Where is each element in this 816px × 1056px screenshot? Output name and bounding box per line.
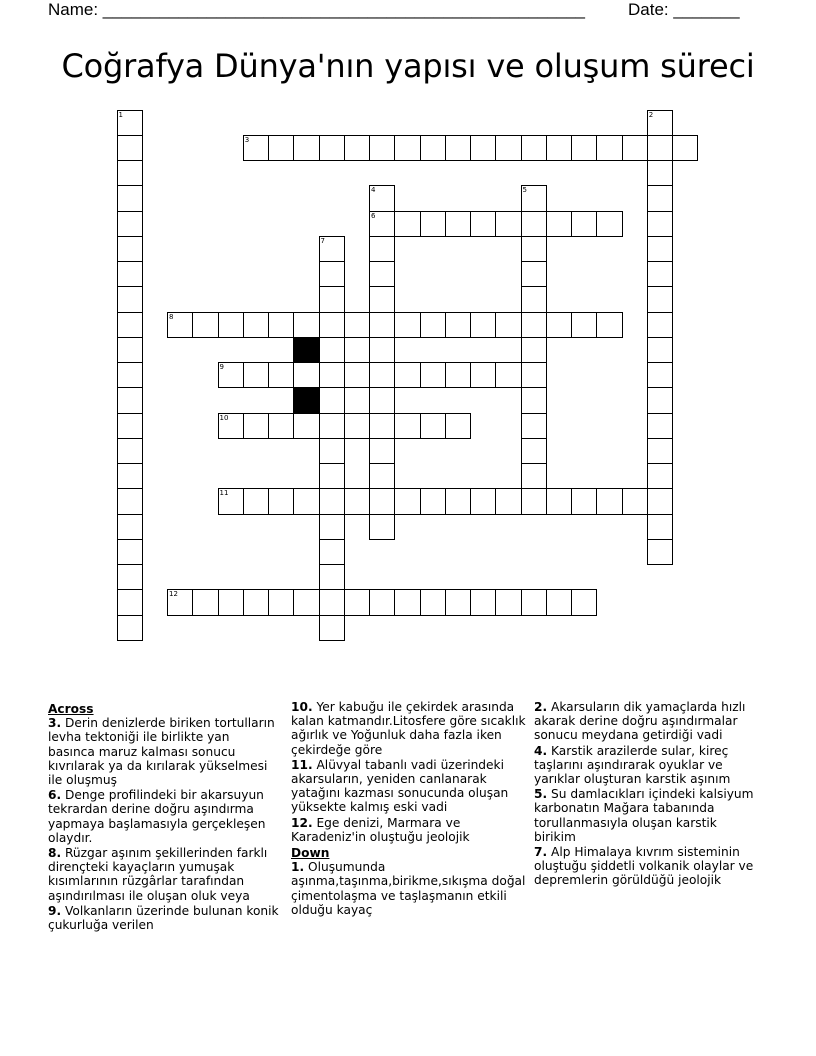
grid-cell[interactable]: [369, 413, 395, 439]
grid-cell[interactable]: [218, 488, 244, 514]
grid-cell[interactable]: [546, 589, 572, 615]
grid-cell[interactable]: [394, 312, 420, 338]
grid-cell[interactable]: [420, 135, 446, 161]
grid-cell[interactable]: [243, 362, 269, 388]
grid-cell[interactable]: [647, 160, 673, 186]
clue-down-7: 7. Alp Himalaya kıvrım sisteminin oluştuğu şiddetli volkanik olaylar ve depremlerin görüldüğü jeolojik: [534, 845, 754, 888]
grid-cell[interactable]: [192, 589, 218, 615]
grid-cell[interactable]: [394, 362, 420, 388]
cell-number: 12: [169, 590, 178, 599]
cell-number: 7: [320, 236, 325, 245]
grid-cell[interactable]: [117, 312, 143, 338]
grid-cell[interactable]: [470, 488, 496, 514]
cell-number: 6: [371, 211, 376, 220]
cell-number: 3: [244, 135, 250, 144]
grid-cell[interactable]: [117, 160, 143, 186]
grid-cell[interactable]: [319, 286, 345, 312]
grid-cell[interactable]: [293, 589, 319, 615]
cell-number: 8: [169, 312, 174, 321]
grid-cell[interactable]: [521, 286, 547, 312]
grid-cell[interactable]: [622, 135, 648, 161]
grid-cell[interactable]: [117, 564, 143, 590]
across-heading: Across: [48, 702, 94, 716]
clue-down-5: 5. Su damlacıkları içindeki kalsiyum karbonatın Mağara tabanında torullanmasıyla oluşan karstik birikim: [534, 787, 754, 844]
clue-down-2: 2. Akarsuların dik yamaçlarda hızlı akarak derine doğru aşındırmalar sonucu meydana getirdiği vadi: [534, 700, 746, 743]
grid-cell[interactable]: [117, 185, 143, 211]
grid-cell[interactable]: [521, 488, 547, 514]
grid-cell[interactable]: [243, 413, 269, 439]
name-field-label: Name: ___________________________________________________: [48, 0, 585, 19]
grid-cell[interactable]: [268, 362, 294, 388]
black-cell: [293, 337, 319, 363]
grid-cell[interactable]: [521, 236, 547, 262]
grid-cell[interactable]: [596, 488, 622, 514]
page-title: Coğrafya Dünya'nın yapısı ve oluşum süreci: [61, 47, 755, 85]
grid-cell[interactable]: [117, 438, 143, 464]
grid-cell[interactable]: [521, 312, 547, 338]
grid-cell[interactable]: [672, 135, 698, 161]
grid-cell[interactable]: [445, 362, 471, 388]
grid-cell[interactable]: [546, 312, 572, 338]
grid-cell[interactable]: [394, 488, 420, 514]
grid-cell[interactable]: [647, 387, 673, 413]
grid-cell[interactable]: [117, 110, 143, 136]
clue-across-10: 10. Yer kabuğu ile çekirdek arasında kalan katmandır.Litosfere göre sıcaklık ağırlık ve Yoğunluk daha fazla iken çekirdeğe göre: [291, 700, 526, 757]
grid-cell[interactable]: [117, 135, 143, 161]
grid-cell[interactable]: [117, 539, 143, 565]
grid-cell[interactable]: [571, 312, 597, 338]
grid-cell[interactable]: [218, 312, 244, 338]
grid-cell[interactable]: [344, 413, 370, 439]
grid-cell[interactable]: [319, 564, 345, 590]
grid-cell[interactable]: [596, 312, 622, 338]
grid-cell[interactable]: [470, 312, 496, 338]
grid-cell[interactable]: [420, 413, 446, 439]
grid-cell[interactable]: [647, 211, 673, 237]
grid-cell[interactable]: [243, 589, 269, 615]
cell-number: 1: [118, 110, 123, 119]
grid-cell[interactable]: [117, 362, 143, 388]
grid-cell[interactable]: [571, 211, 597, 237]
grid-cell[interactable]: [495, 211, 521, 237]
cell-number: 9: [219, 363, 224, 371]
grid-cell[interactable]: [117, 261, 143, 287]
grid-cell[interactable]: [293, 413, 319, 439]
cell-number: 10: [219, 413, 229, 422]
grid-cell[interactable]: [369, 236, 395, 262]
clue-across-12: 12. Ege denizi, Marmara ve Karadeniz'in oluştuğu jeolojik: [291, 815, 470, 844]
cell-number: 5: [522, 186, 527, 195]
grid-cell[interactable]: [319, 387, 345, 413]
grid-cell[interactable]: [521, 589, 547, 615]
grid-cell[interactable]: [268, 589, 294, 615]
grid-cell[interactable]: [117, 211, 143, 237]
grid-cell[interactable]: [445, 135, 471, 161]
grid-cell[interactable]: [319, 135, 345, 161]
grid-cell[interactable]: [319, 589, 345, 615]
clues-column-2: [291, 700, 527, 918]
grid-cell[interactable]: [243, 488, 269, 514]
grid-cell[interactable]: [420, 312, 446, 338]
grid-cell[interactable]: [167, 312, 193, 338]
grid-cell[interactable]: [495, 312, 521, 338]
grid-cell[interactable]: [293, 135, 319, 161]
grid-cell[interactable]: [521, 185, 547, 211]
grid-cell[interactable]: [546, 488, 572, 514]
cell-number: 2: [648, 110, 654, 119]
grid-cell[interactable]: [369, 387, 395, 413]
grid-cell[interactable]: [647, 514, 673, 540]
clue-across-8: 8. Rüzgar aşınım şekillerinden farklı dirençteki kayaçların yumuşak kısımlarının rüzgârlar tarafından aşındırılması ile oluşan oluk veya: [48, 846, 268, 903]
grid-cell[interactable]: [647, 261, 673, 287]
grid-cell[interactable]: [521, 387, 547, 413]
grid-cell[interactable]: [319, 438, 345, 464]
grid-cell[interactable]: [647, 488, 673, 514]
grid-cell[interactable]: [369, 362, 395, 388]
grid-cell[interactable]: [117, 589, 143, 615]
grid-cell[interactable]: [445, 211, 471, 237]
grid-cell[interactable]: [319, 312, 345, 338]
grid-cell[interactable]: [470, 362, 496, 388]
grid-cell[interactable]: [495, 589, 521, 615]
grid-cell[interactable]: [117, 413, 143, 439]
grid-cell[interactable]: [596, 135, 622, 161]
clue-across-11: 11. Alüvyal tabanlı vadi üzerindeki akarsuların, yeniden canlanarak yatağını kazması sonucunda oluşan yüksekte kalmış eski vadi: [291, 757, 509, 815]
grid-cell[interactable]: [319, 261, 345, 287]
grid-cell[interactable]: [647, 286, 673, 312]
grid-cell[interactable]: [647, 539, 673, 565]
grid-cell[interactable]: [218, 589, 244, 615]
grid-cell[interactable]: [117, 337, 143, 363]
grid-cell[interactable]: [521, 261, 547, 287]
grid-cell[interactable]: [369, 185, 395, 211]
grid-cell[interactable]: [521, 362, 547, 388]
down-heading: Down: [291, 846, 330, 861]
grid-cell[interactable]: [369, 261, 395, 287]
clues-column-3: [534, 700, 759, 889]
grid-cell[interactable]: [521, 211, 547, 237]
grid-cell[interactable]: [117, 514, 143, 540]
grid-cell[interactable]: [319, 514, 345, 540]
grid-cell[interactable]: [394, 413, 420, 439]
grid-cell[interactable]: [293, 488, 319, 514]
grid-cell[interactable]: [369, 286, 395, 312]
grid-cell[interactable]: [369, 488, 395, 514]
grid-cell[interactable]: [268, 135, 294, 161]
grid-cell[interactable]: [521, 413, 547, 439]
grid-cell[interactable]: [369, 463, 395, 489]
clue-across-9: 9. Volkanların üzerinde bulunan konik çukurluğa verilen: [48, 903, 279, 933]
grid-cell[interactable]: [344, 312, 370, 338]
grid-cell[interactable]: [647, 110, 673, 136]
grid-cell[interactable]: [117, 286, 143, 312]
grid-cell[interactable]: [117, 387, 143, 413]
grid-cell[interactable]: [647, 312, 673, 338]
grid-cell[interactable]: [344, 589, 370, 615]
grid-cell[interactable]: [369, 337, 395, 363]
grid-cell[interactable]: [293, 362, 319, 388]
grid-cell[interactable]: [394, 589, 420, 615]
grid-cell[interactable]: [420, 589, 446, 615]
clue-across-6: 6. Denge profilindeki bir akarsuyun tekrardan derine doğru aşındırma yapmaya başlamasıyla gerçekleşen olaydır.: [48, 788, 266, 845]
grid-cell[interactable]: [117, 236, 143, 262]
grid-cell[interactable]: [319, 463, 345, 489]
clues-column-1: [48, 700, 280, 933]
grid-cell[interactable]: [319, 539, 345, 565]
grid-cell[interactable]: [647, 413, 673, 439]
grid-cell[interactable]: [369, 211, 395, 237]
cell-number: 11: [219, 489, 229, 498]
grid-cell[interactable]: [647, 463, 673, 489]
grid-cell[interactable]: [117, 615, 143, 641]
grid-cell[interactable]: [394, 135, 420, 161]
grid-cell[interactable]: [571, 589, 597, 615]
grid-cell[interactable]: [647, 438, 673, 464]
grid-cell[interactable]: [495, 362, 521, 388]
cell-number: 4: [371, 186, 376, 195]
clue-down-1: 1. Oluşumunda aşınma,taşınma,birikme,sıkışma doğal çimentolaşma ve taşlaşmanın etkili olduğu kayaç: [291, 860, 526, 917]
grid-cell[interactable]: [420, 488, 446, 514]
grid-cell[interactable]: [319, 337, 345, 363]
grid-cell[interactable]: [521, 463, 547, 489]
black-cell: [293, 387, 319, 413]
grid-cell[interactable]: [647, 185, 673, 211]
clue-down-4: 4. Karstik arazilerde sular, kireç taşlarını aşındırarak oyuklar ve yarıklar oluşturan karstik aşınım: [534, 743, 731, 787]
grid-cell[interactable]: [243, 312, 269, 338]
grid-cell[interactable]: [319, 362, 345, 388]
grid-cell[interactable]: [445, 413, 471, 439]
grid-cell[interactable]: [420, 211, 446, 237]
grid-cell[interactable]: [521, 337, 547, 363]
grid-cell[interactable]: [369, 312, 395, 338]
grid-cell[interactable]: [470, 211, 496, 237]
grid-cell[interactable]: [470, 135, 496, 161]
grid-cell[interactable]: [369, 514, 395, 540]
grid-cell[interactable]: [369, 135, 395, 161]
clue-across-3: 3. Derin denizlerde biriken tortulların levha tektoniği ile birlikte yan basınca maruz kalması sonucu kıvrılarak ya da kırılarak yükselmesi ile oluşmuş: [48, 716, 275, 788]
grid-cell[interactable]: [546, 211, 572, 237]
grid-cell[interactable]: [394, 211, 420, 237]
grid-cell[interactable]: [167, 589, 193, 615]
grid-cell[interactable]: [293, 312, 319, 338]
grid-cell[interactable]: [268, 488, 294, 514]
grid-cell[interactable]: [319, 615, 345, 641]
grid-cell[interactable]: [344, 135, 370, 161]
grid-cell[interactable]: [571, 135, 597, 161]
grid-cell[interactable]: [243, 135, 269, 161]
grid-cell[interactable]: [647, 337, 673, 363]
grid-cell[interactable]: [369, 589, 395, 615]
grid-cell[interactable]: [319, 488, 345, 514]
grid-cell[interactable]: [218, 362, 244, 388]
grid-cell[interactable]: [647, 135, 673, 161]
grid-cell[interactable]: [470, 589, 496, 615]
grid-cell[interactable]: [647, 236, 673, 262]
grid-cell[interactable]: [192, 312, 218, 338]
grid-cell[interactable]: [596, 211, 622, 237]
grid-cell[interactable]: [268, 312, 294, 338]
grid-cell[interactable]: [344, 362, 370, 388]
grid-cell[interactable]: [647, 362, 673, 388]
grid-cell[interactable]: [546, 135, 572, 161]
grid-cell[interactable]: [521, 438, 547, 464]
date-field-label: Date: _______: [628, 0, 740, 19]
grid-cell[interactable]: [495, 488, 521, 514]
grid-cell[interactable]: [344, 488, 370, 514]
grid-cell[interactable]: [495, 135, 521, 161]
grid-cell[interactable]: [571, 488, 597, 514]
grid-cell[interactable]: [117, 463, 143, 489]
grid-cell[interactable]: [319, 413, 345, 439]
grid-cell[interactable]: [420, 362, 446, 388]
grid-cell[interactable]: [319, 236, 345, 262]
grid-cell[interactable]: [521, 135, 547, 161]
grid-cell[interactable]: [117, 488, 143, 514]
grid-cell[interactable]: [268, 413, 294, 439]
grid-cell[interactable]: [622, 488, 648, 514]
grid-cell[interactable]: [445, 312, 471, 338]
grid-cell[interactable]: [218, 413, 244, 439]
grid-cell[interactable]: [445, 589, 471, 615]
grid-cell[interactable]: [369, 438, 395, 464]
grid-cell[interactable]: [445, 488, 471, 514]
